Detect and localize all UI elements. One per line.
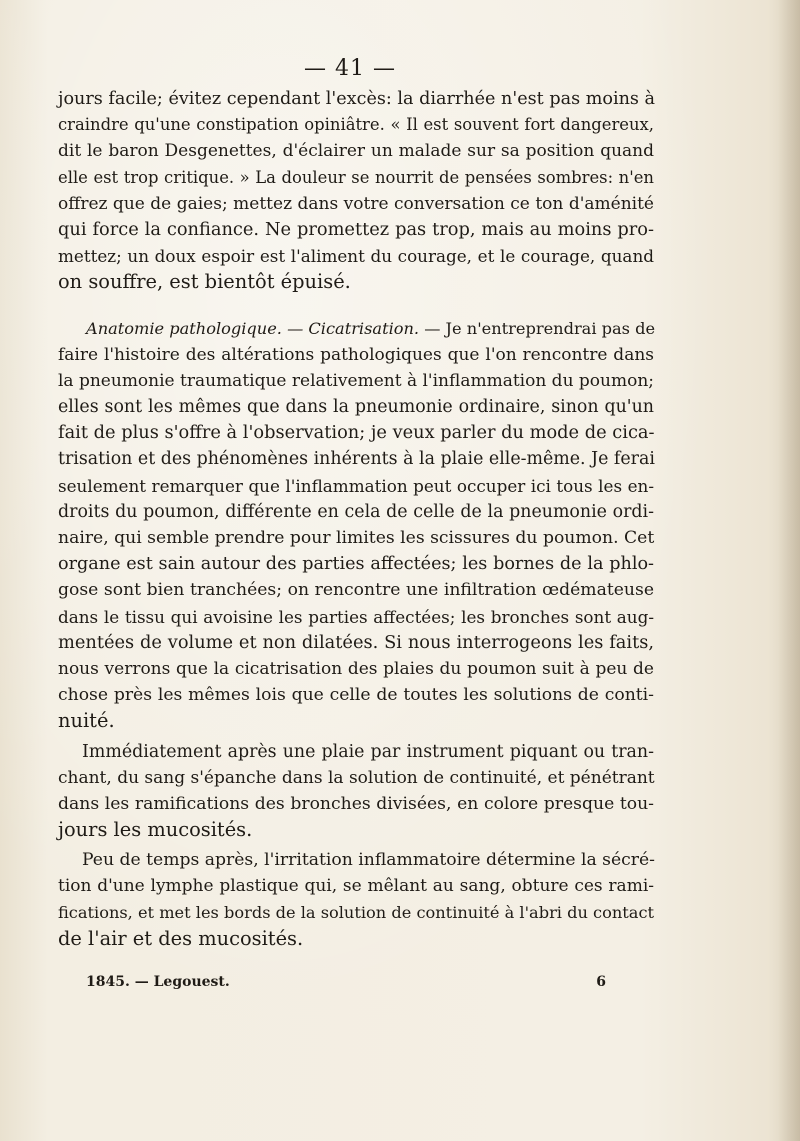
text-line: jours facile; évitez cependant l'excès: la diarrhée n'est pas moins à <box>58 89 656 109</box>
text-line: Peu de temps après, l'irritation inflammatoire détermine la sécré- <box>82 850 655 871</box>
text-line: Immédiatement après une plaie par instrument piquant ou tran- <box>82 741 654 762</box>
text-line: nous verrons que la cicatrisation des plaies du poumon suit à peu de <box>58 658 654 679</box>
paragraph-3 <box>58 739 654 844</box>
text-line: offrez que de gaies; mettez dans votre conversation ce ton d'aménité <box>58 193 654 214</box>
text-line: qui force la confiance. Ne promettez pas trop, mais au moins pro- <box>58 218 654 240</box>
text-line: on souffre, est bientôt épuisé. <box>58 270 351 294</box>
paragraph-gap <box>58 296 654 316</box>
text-line: mettez; un doux espoir est l'aliment du courage, et le courage, quand <box>58 246 654 267</box>
text-line: naire, qui semble prendre pour limites les scissures du poumon. Cet <box>58 528 655 548</box>
text-line: elles sont les mêmes que dans la pneumonie ordinaire, sinon qu'un <box>58 397 654 418</box>
text-line: organe est sain autour des parties affectées; les bornes de la phlo- <box>58 554 654 575</box>
text-line: seulement remarquer que l'inflammation peut occuper ici tous les en- <box>58 475 654 496</box>
page-footer <box>86 974 606 990</box>
section-heading: Anatomie pathologique. — Cicatrisation. <box>86 318 420 338</box>
text-line: fications, et met les bords de la solution de continuité à l'abri du contact <box>58 902 655 922</box>
text-line: craindre qu'une constipation opiniâtre. « Il est souvent fort dangereux, <box>58 115 654 135</box>
paragraph-4 <box>58 847 654 952</box>
text-line: faire l'histoire des altérations pathologiques que l'on rencontre dans <box>58 344 654 365</box>
text-line: la pneumonie traumatique relativement à l'inflammation du poumon; <box>58 370 655 391</box>
heading-line-rest: — Je n'entreprendrai pas de <box>419 318 656 338</box>
text-line: chant, du sang s'épanche dans la solution de continuité, et pénétrant <box>58 767 655 788</box>
text-line: dans le tissu qui avoisine les parties affectées; les bronches sont aug- <box>58 606 654 627</box>
page-number: — 41 — <box>304 56 396 81</box>
text-line: chose près les mêmes lois que celle de toutes les solutions de conti- <box>58 685 654 706</box>
text-line: dit le baron Desgenettes, d'éclairer un malade sur sa position quand <box>58 141 654 162</box>
text-line: nuité. <box>58 709 115 733</box>
text-line: dans les ramifications des bronches divisées, en colore presque tou- <box>58 793 654 814</box>
footer-signature: 1845. — Legouest. <box>86 974 230 990</box>
text-line: elle est trop critique. » La douleur se nourrit de pensées sombres: n'en <box>58 167 654 187</box>
page-edge-shadow <box>778 0 800 1141</box>
body-text <box>58 86 654 952</box>
text-line: jours les mucosités. <box>58 818 253 842</box>
text-line: gose sont bien tranchées; on rencontre une infiltration œdémateuse <box>58 580 654 601</box>
text-line: de l'air et des mucosités. <box>58 926 304 950</box>
section-heading-line <box>58 316 654 342</box>
text-line: droits du poumon, différente en cela de celle de la pneumonie ordi- <box>58 501 654 522</box>
text-line: mentées de volume et non dilatées. Si nous interrogeons les faits, <box>58 631 654 653</box>
text-line: tion d'une lymphe plastique qui, se mêlant au sang, obture ces rami- <box>58 876 654 897</box>
footer-sheet-number: 6 <box>596 974 606 990</box>
paragraph-2 <box>58 316 654 735</box>
paragraph-1 <box>58 86 654 296</box>
text-line: fait de plus s'offre à l'observation; je veux parler du mode de cica- <box>58 422 655 444</box>
text-line: trisation et des phénomènes inhérents à la plaie elle-même. Je ferai <box>58 449 655 470</box>
